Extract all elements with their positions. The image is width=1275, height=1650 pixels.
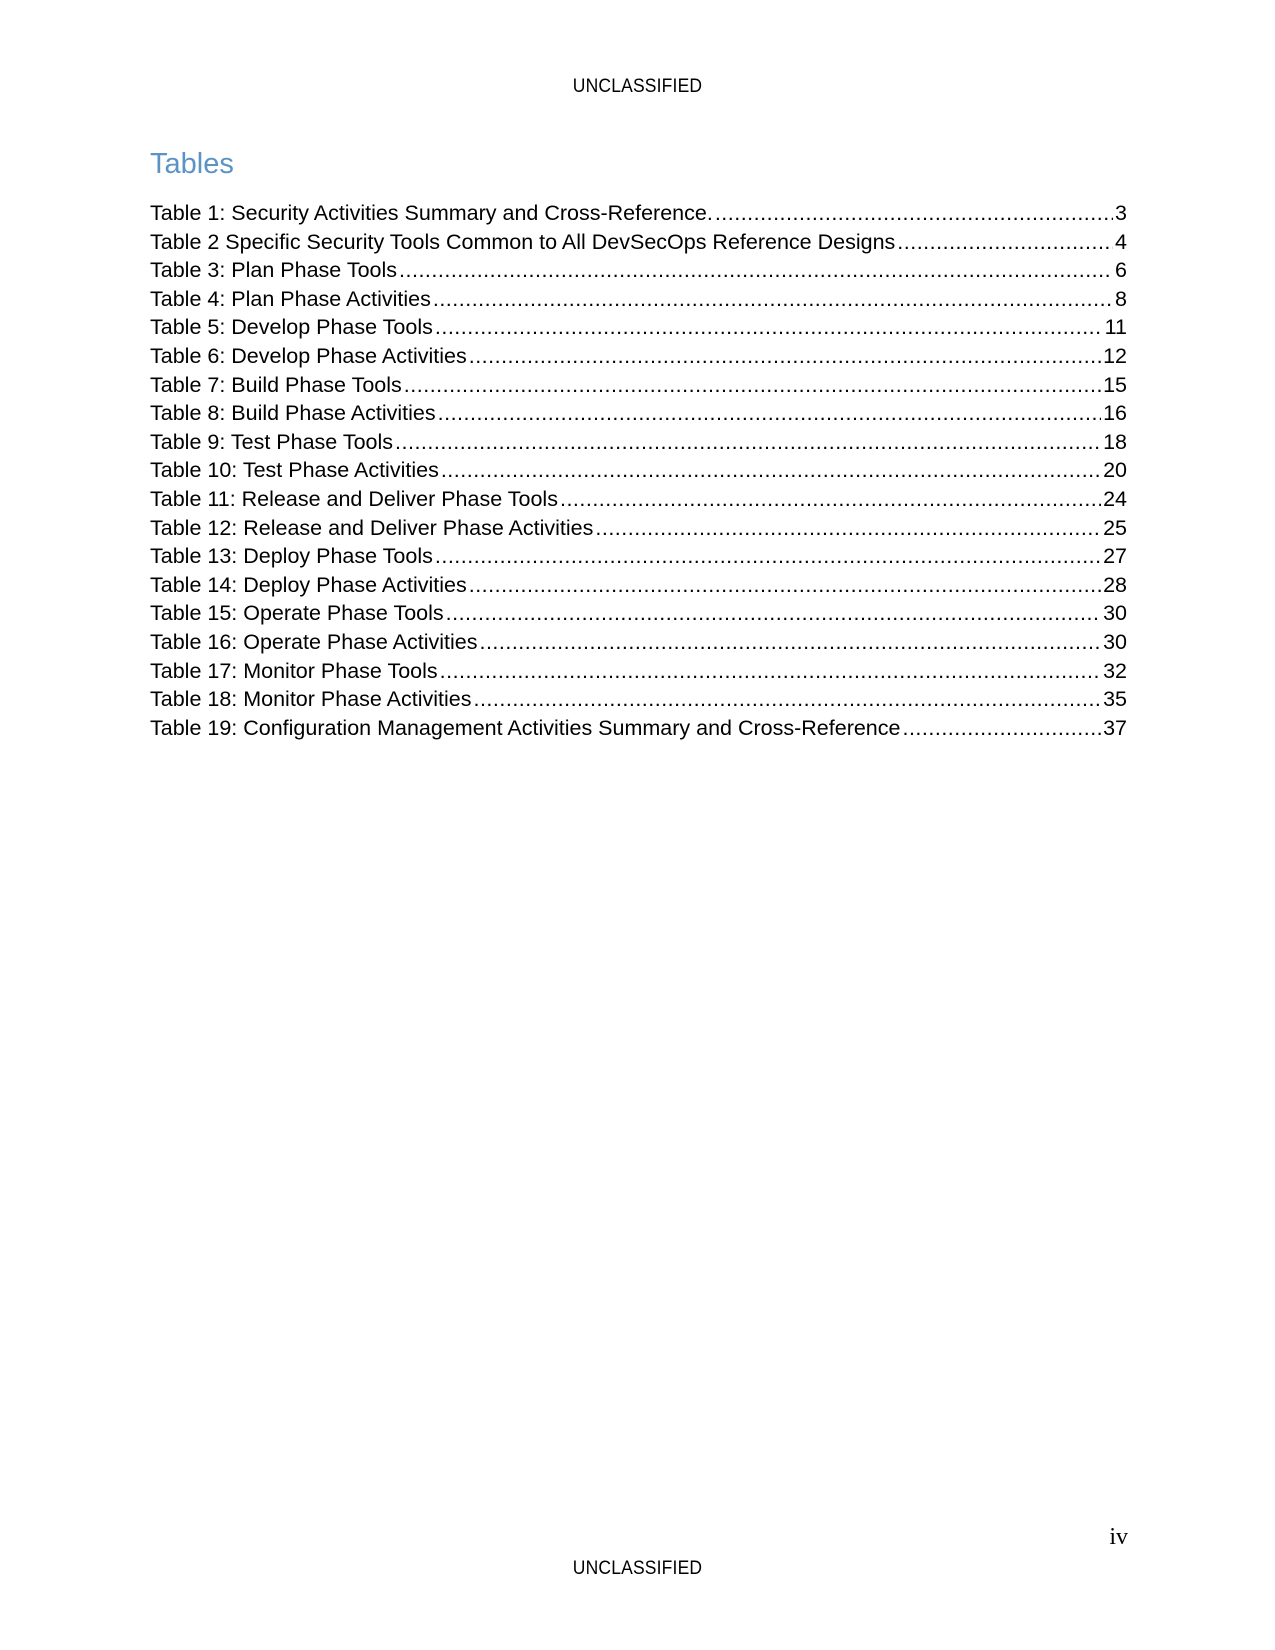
toc-dot-leader [897, 228, 1113, 257]
toc-entry-page-number: 32 [1103, 658, 1127, 683]
toc-entry-label: Table 9: Test Phase Tools [150, 429, 394, 454]
toc-entry-label: Table 8: Build Phase Activities [150, 401, 436, 426]
toc-entry[interactable] [150, 371, 1127, 400]
toc-entry[interactable] [150, 456, 1127, 485]
toc-entry[interactable] [150, 199, 1127, 228]
toc-entry-page-number: 30 [1103, 629, 1127, 654]
page-number: iv [1109, 1524, 1128, 1550]
toc-entry-label: Table 19: Configuration Management Activities Summary and Cross-Reference [150, 715, 901, 740]
toc-dot-leader [560, 485, 1101, 514]
toc-dot-leader [446, 599, 1101, 628]
footer-classification-marking: UNCLASSIFIED [572, 1558, 703, 1579]
toc-dot-leader [395, 428, 1101, 457]
toc-entry-label: Table 3: Plan Phase Tools [150, 258, 398, 283]
toc-dot-leader [469, 342, 1101, 371]
toc-dot-leader [441, 456, 1101, 485]
toc-entry[interactable] [150, 313, 1127, 342]
toc-entry[interactable] [150, 485, 1127, 514]
toc-entry-page-number: 8 [1115, 286, 1127, 311]
toc-entry-page-number: 4 [1115, 229, 1127, 254]
toc-entry-label: Table 12: Release and Deliver Phase Activities [150, 515, 594, 540]
toc-entry-page-number: 15 [1103, 372, 1127, 397]
header-classification-marking: UNCLASSIFIED [572, 76, 703, 97]
toc-dot-leader [595, 514, 1101, 543]
toc-entry-page-number: 30 [1103, 601, 1127, 626]
toc-entry[interactable] [150, 571, 1127, 600]
toc-entry-label: Table 10: Test Phase Activities [150, 458, 439, 483]
toc-entry[interactable] [150, 342, 1127, 371]
toc-entry[interactable] [150, 285, 1127, 314]
toc-entry-page-number: 24 [1103, 486, 1127, 511]
toc-entry-label: Table 6: Develop Phase Activities [150, 343, 467, 368]
toc-entry-page-number: 20 [1103, 458, 1127, 483]
toc-entry[interactable] [150, 542, 1127, 571]
toc-entry-label: Table 5: Develop Phase Tools [150, 315, 433, 340]
toc-entry-label: Table 11: Release and Deliver Phase Tools [150, 486, 558, 511]
toc-entry[interactable] [150, 428, 1127, 457]
toc-entry[interactable] [150, 514, 1127, 543]
toc-entry[interactable] [150, 657, 1127, 686]
toc-entry-page-number: 16 [1103, 401, 1127, 426]
toc-entry-label: Table 18: Monitor Phase Activities [150, 687, 472, 712]
toc-entry-page-number: 3 [1115, 201, 1127, 225]
toc-dot-leader [399, 256, 1113, 285]
page-title: Tables [150, 148, 234, 180]
toc-entry-label: Table 2 Specific Security Tools Common to All DevSecOps Reference Designs [150, 229, 896, 254]
toc-entry-label: Table 7: Build Phase Tools [150, 372, 402, 397]
toc-dot-leader [479, 628, 1101, 657]
toc-dot-leader [473, 685, 1101, 714]
toc-entry-label: Table 17: Monitor Phase Tools [150, 658, 438, 683]
toc-entry[interactable] [150, 399, 1127, 428]
toc-dot-leader [715, 199, 1113, 228]
toc-entry-label: Table 4: Plan Phase Activities [150, 286, 431, 311]
toc-entry[interactable] [150, 256, 1127, 285]
toc-entry-label: Table 16: Operate Phase Activities [150, 629, 478, 654]
toc-entry-label: Table 14: Deploy Phase Activities [150, 572, 467, 597]
toc-dot-leader [902, 714, 1101, 743]
toc-entry-page-number: 37 [1103, 715, 1127, 740]
toc-dot-leader [435, 313, 1103, 342]
toc-entry-page-number: 6 [1115, 258, 1127, 283]
toc-entry[interactable] [150, 685, 1127, 714]
toc-entry[interactable] [150, 599, 1127, 628]
toc-entry-label: Table 13: Deploy Phase Tools [150, 544, 433, 569]
toc-entry-page-number: 25 [1103, 515, 1127, 540]
toc-entry-page-number: 35 [1103, 687, 1127, 712]
toc-entry-page-number: 11 [1104, 315, 1127, 340]
toc-entry-page-number: 27 [1103, 544, 1127, 569]
toc-dot-leader [440, 657, 1101, 686]
toc-entry-page-number: 18 [1103, 429, 1127, 454]
toc-dot-leader [433, 285, 1113, 314]
toc-entry-page-number: 12 [1103, 343, 1127, 368]
toc-entry[interactable] [150, 628, 1127, 657]
toc-entry-label: Table 1: Security Activities Summary and Cross-Reference. [150, 201, 713, 225]
toc-entry[interactable] [150, 228, 1127, 257]
toc-entry-page-number: 28 [1103, 572, 1127, 597]
toc-entry[interactable] [150, 714, 1127, 743]
toc-dot-leader [469, 571, 1101, 600]
toc-entry-label: Table 15: Operate Phase Tools [150, 601, 444, 626]
toc-dot-leader [404, 371, 1101, 400]
toc-dot-leader [435, 542, 1101, 571]
table-of-tables [150, 199, 1127, 742]
toc-dot-leader [438, 399, 1101, 428]
